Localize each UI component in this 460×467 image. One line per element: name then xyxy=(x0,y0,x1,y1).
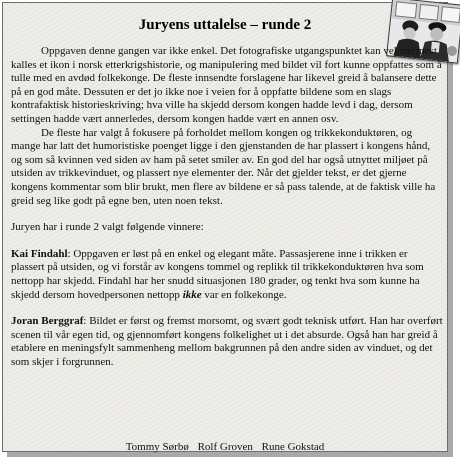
jury-statement-panel xyxy=(2,2,448,452)
jury-signatures xyxy=(3,441,447,453)
winner-kai-findahl-name: Kai Findahl xyxy=(11,247,68,260)
statement-body xyxy=(11,45,443,369)
intro-paragraph-2: De fleste har valgt å fokusere på forholdet mellom kongen og trikkekonduktøren, og mange har latt det humoristiske poenget ligge i den gjenstanden de har plassert i kongens hånd, og som så kvinnen ved siden av ham på setet smiler av. En god del har også utnyttet miljøet på utsiden av trikkevinduet, og plassert nye elementer der. Når det gjelder tekst, er det gjerne kongens kommentar som blir brukt, men flere av bildene er så pass talende, at de faktisk ville ha greid seg like godt på egne ben, uten noen tekst. xyxy=(11,126,436,207)
winner-kai-findahl-emphasis: ikke xyxy=(182,288,202,301)
signer-name: Tommy Sørbø xyxy=(125,441,189,453)
winner-joran-berggraf-name: Joran Berggraf xyxy=(11,315,84,328)
winner-joran-berggraf-paragraph xyxy=(11,315,443,369)
page-title: Juryens uttalelse – runde 2 xyxy=(138,17,312,33)
signer-name: Rune Gokstad xyxy=(261,441,325,453)
intro-paragraph-1: Oppgaven denne gangen var ikke enkel. Det fotografiske utgangspunktet kan vel nærmest kalles et ikon i norsk etterkrigshistorie, og manipulering med bildet vil fort kunne oppfattes som å tulle med en avdød folkekonge. De fleste innsendte forslagene har likevel greid å balansere dette på en god måte. Dessuten er det jo ikke noe i veien for å oppfatte bildene som en slags kontrafaktisk historieskriving; hva ville ha skjedd dersom kongen hadde levd i dag, dersom settingen hadde vært annerledes, dersom kongen hadde vært en annen osv. xyxy=(11,45,442,125)
winner-kai-findahl-paragraph xyxy=(11,248,443,302)
signer-name: Rolf Groven xyxy=(197,441,253,453)
winners-intro: Juryen har i runde 2 valgt følgende vinnere: xyxy=(11,221,204,234)
winner-joran-berggraf-text: : Bildet er først og fremst morsomt, og svært godt teknisk utført. Han har overført scenen til vår egen tid, og gjennomført kongens folkelighet ut i det absurde. Også han har greid å etablere en meningsfylt sammenheng mellom bakgrunnen på den andre siden av vinduet, og det som skjer i forgrunnen. xyxy=(11,315,443,368)
winner-kai-findahl-text: : Oppgaven er løst på en enkel og elegant måte. Passasjerene inne i trikken er plassert på utsiden, og vi forstår av kongens tommel og replikk til trikkekonduktøren hva som nettopp har skjedd. Findahl har her snudd situasjonen 180 grader, og tenkt hva som kunne ha skjedd dersom hovedpersonen nettopp xyxy=(11,247,424,301)
winner-kai-findahl-text-end: var en folkekonge. xyxy=(201,288,287,301)
